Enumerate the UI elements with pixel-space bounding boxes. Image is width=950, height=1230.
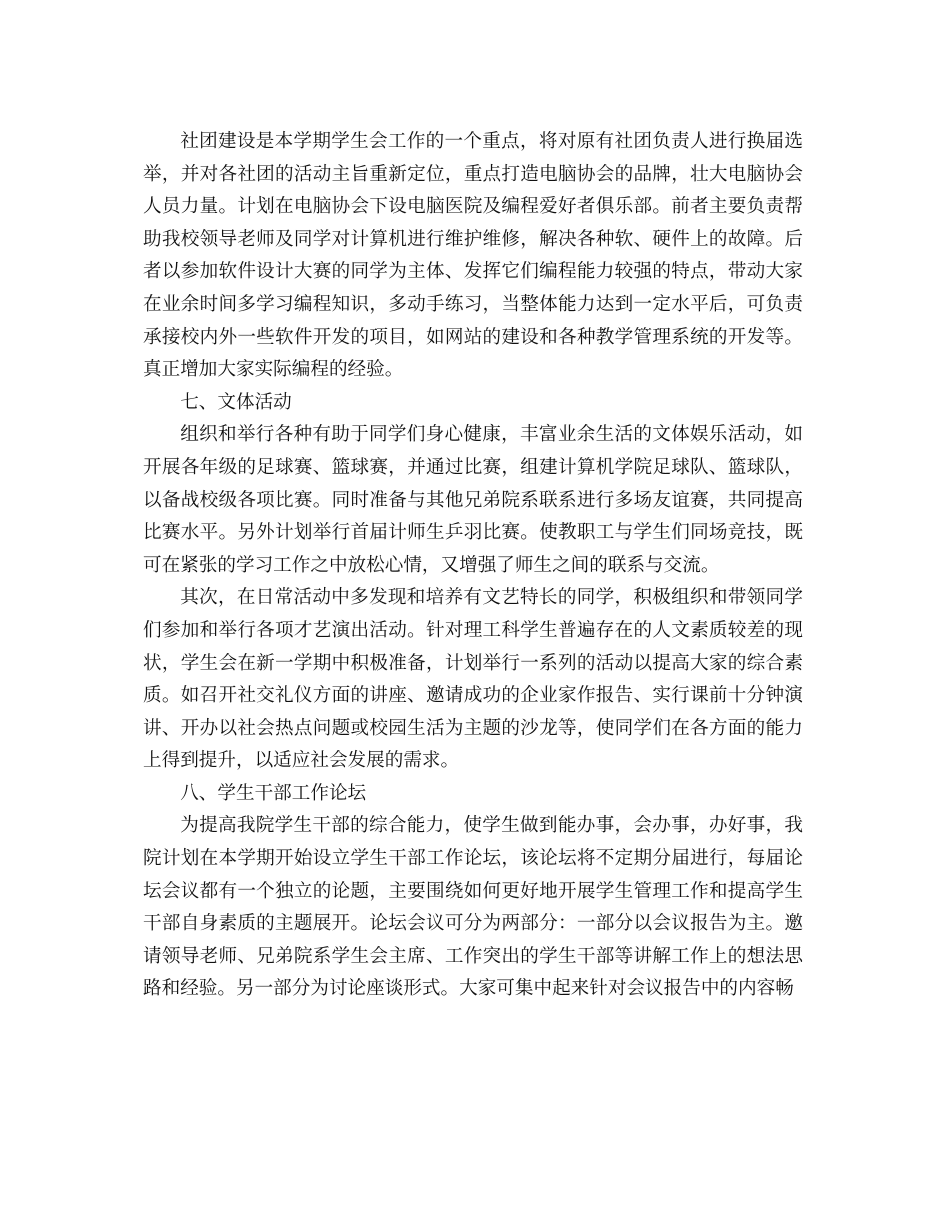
document-page: [143, 126, 803, 1006]
paragraph-arts-activities: 其次，在日常活动中多发现和培养有文艺特长的同学，积极组织和带领同学们参加和举行各项才艺演出活动。针对理工科学生普遍存在的人文素质较差的现状，学生会在新一学期中积极准备，计划举行一系列的活动以提高大家的综合素质。如召开社交礼仪方面的讲座、邀请成功的企业家作报告、实行课前十分钟演讲、开办以社会热点问题或校园生活为主题的沙龙等，使同学们在各方面的能力上得到提升，以适应社会发展的需求。: [143, 587, 803, 772]
paragraph-cadre-forum: 为提高我院学生干部的综合能力，使学生做到能办事，会办事，办好事，我院计划在本学期开始设立学生干部工作论坛，该论坛将不定期分届进行，每届论坛会议都有一个独立的论题，主要围绕如何更好地开展学生管理工作和提高学生干部自身素质的主题展开。论坛会议可分为两部分：一部分以会议报告为主。邀请领导老师、兄弟院系学生会主席、工作突出的学生干部等讲解工作上的想法思路和经验。另一部分为讨论座谈形式。大家可集中起来针对会议报告中的内容畅: [143, 815, 803, 1000]
paragraph-club-building: 社团建设是本学期学生会工作的一个重点，将对原有社团负责人进行换届选举，并对各社团的活动主旨重新定位，重点打造电脑协会的品牌，壮大电脑协会人员力量。计划在电脑协会下设电脑医院及编程爱好者俱乐部。前者主要负责帮助我校领导老师及同学对计算机进行维护维修，解决各种软、硬件上的故障。后者以参加软件设计大赛的同学为主体、发挥它们编程能力较强的特点，带动大家在业余时间多学习编程知识，多动手练习，当整体能力达到一定水平后，可负责承接校内外一些软件开发的项目，如网站的建设和各种教学管理系统的开发等。真正增加大家实际编程的经验。: [143, 131, 803, 381]
section-heading-7: 七、文体活动: [180, 391, 292, 413]
section-heading-8: 八、学生干部工作论坛: [180, 782, 367, 804]
paragraph-sports-activities: 组织和举行各种有助于同学们身心健康，丰富业余生活的文体娱乐活动，如开展各年级的足球赛、篮球赛，并通过比赛，组建计算机学院足球队、篮球队，以备战校级各项比赛。同时准备与其他兄弟院系联系进行多场友谊赛，共同提高比赛水平。另外计划举行首届计师生乒羽比赛。使教职工与学生们同场竞技，既可在紧张的学习工作之中放松心情，又增强了师生之间的联系与交流。: [143, 424, 803, 576]
